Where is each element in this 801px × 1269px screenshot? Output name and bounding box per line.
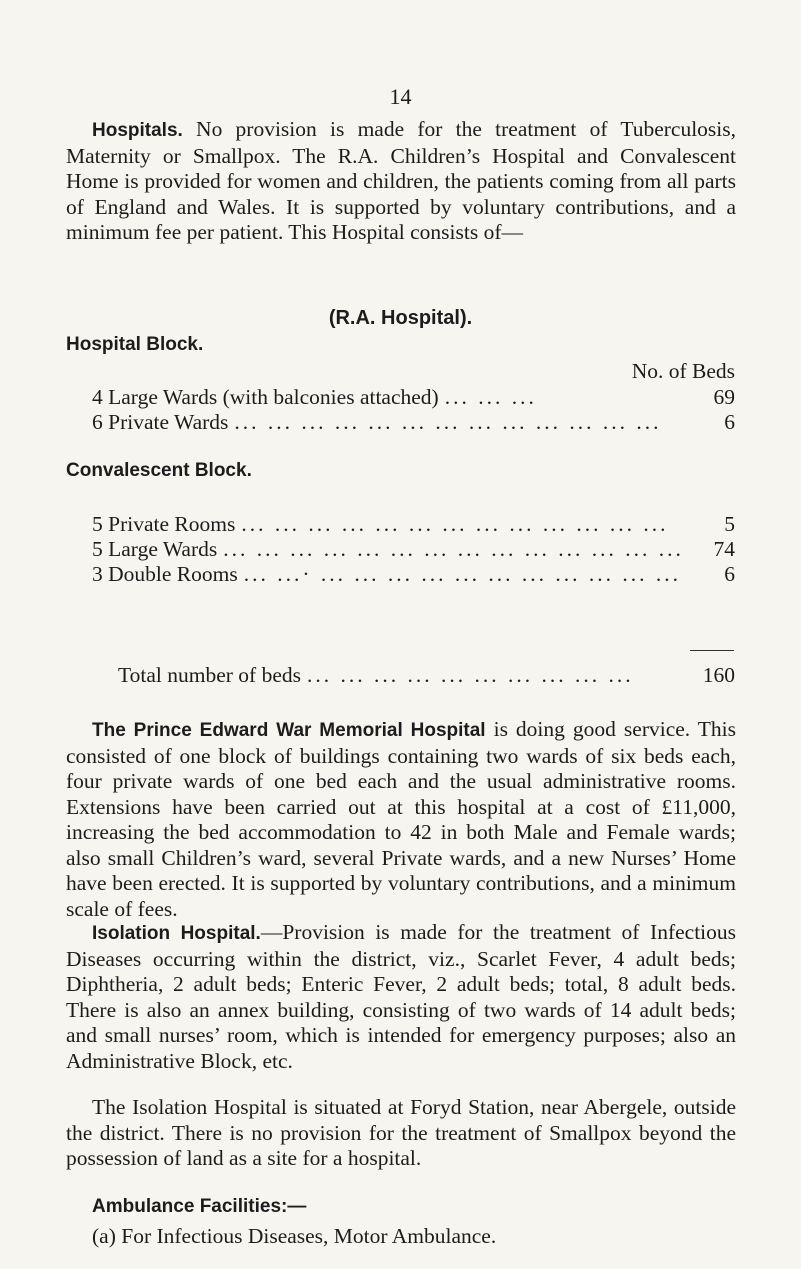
prince-edward-paragraph <box>66 717 736 922</box>
row-value: 69 <box>713 385 735 409</box>
hospital-block-heading: Hospital Block. <box>66 334 204 355</box>
row-value: 74 <box>713 537 735 561</box>
isolation-heading: Isolation Hospital. <box>92 923 261 944</box>
row-label: 6 Private Wards <box>92 410 229 434</box>
total-row <box>118 663 735 688</box>
row-label: 5 Large Wards <box>92 537 218 561</box>
ra-hospital-title: (R.A. Hospital). <box>328 307 473 329</box>
row-label: 4 Large Wards (with balconies attached) <box>92 385 439 409</box>
convalescent-block-heading: Convalescent Block. <box>66 460 252 481</box>
isolation-paragraph <box>66 920 736 1074</box>
row-label: 3 Double Rooms <box>92 562 238 586</box>
table-row <box>92 562 735 587</box>
total-label: Total number of beds <box>118 663 301 687</box>
hospitals-text: No provision is made for the treatment of Tuberculosis, Maternity or Smallpox. The R.A. Children’s Hospital and Convalescent Home is provided for women and children, the patients coming from all parts of England and Wales. It is supported by voluntary contributions, and a minimum fee per patient. This Hospital consists of— <box>66 117 736 244</box>
list-item: (a) For Infectious Diseases, Motor Ambulance. <box>92 1224 497 1248</box>
leader-dots: ... ... ... ... ... ... ... ... ... ... <box>307 663 634 687</box>
beds-column-header: No. of Beds <box>631 359 735 383</box>
row-value: 6 <box>724 410 735 434</box>
prince-edward-text: is doing good service. This consisted of one block of buildings containing two wards of six beds each, four private wards of one bed each and the usual administrative rooms. Extensions have been carried out at this hospital at a cost of £11,000, increasing the bed accommodation to 42 in both Male and Female wards; also small Children’s ward, several Private wards, and a new Nurses’ Home have been erected. It is supported by voluntary contributions, and a minimum scale of fees. <box>66 717 737 921</box>
row-value: 6 <box>724 562 735 586</box>
leader-dots: ... ... ... ... ... ... ... ... ... ... ... ... ... ... <box>223 537 684 561</box>
leader-dots: ... ... ... <box>444 385 537 409</box>
table-row <box>92 410 735 435</box>
isolation-text: —Provision is made for the treatment of Infectious Diseases occurring within the district, viz., Scarlet Fever, 4 adult beds; Diphtheria, 2 adult beds; Enteric Fever, 2 adult beds; total, 8 adult beds. There is also an annex building, consisting of two wards of 14 adult beds; and small nurses’ room, which is intended for emergency purposes; also an Administrative Block, etc. <box>66 920 737 1073</box>
table-row <box>92 537 735 562</box>
row-label: 5 Private Rooms <box>92 512 236 536</box>
total-value: 160 <box>702 663 735 687</box>
table-row <box>92 512 735 537</box>
hospitals-paragraph <box>66 117 736 246</box>
leader-dots: ... ... ... ... ... ... ... ... ... ... ... ... ... <box>241 512 669 536</box>
isolation-location-paragraph: The Isolation Hospital is situated at Foryd Station, near Abergele, outside the district. There is no provision for the treatment of Smallpox beyond the possession of land as a site for a hospital. <box>66 1095 736 1170</box>
hospitals-heading: Hospitals. <box>92 120 183 141</box>
prince-edward-heading: The Prince Edward War Memorial Hospital <box>92 720 486 741</box>
leader-dots: ... ...· ... ... ... ... ... ... ... ... ... ... ... <box>243 562 682 586</box>
row-value: 5 <box>724 512 735 536</box>
total-divider <box>690 650 734 651</box>
table-row <box>92 385 735 410</box>
leader-dots: ... ... ... ... ... ... ... ... ... ... ... ... ... <box>234 410 662 434</box>
ambulance-heading: Ambulance Facilities:— <box>92 1196 307 1217</box>
page-number: 14 <box>389 84 412 109</box>
